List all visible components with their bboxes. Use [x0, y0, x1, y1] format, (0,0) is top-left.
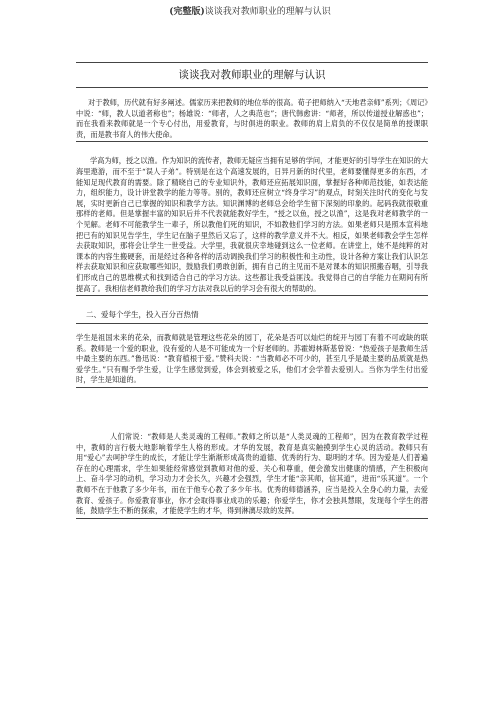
paragraph-intro: 对于教师，历代就有好多阐述。儒家历来把教师的地位举的很高。荀子把师纳入“天地君亲师”系列；《周记》中说：“师，教人以道者称也”；杨雄说：“师者，人之典范也”；唐代韩愈讲：“师者，所以传道授业解惑也”；而在我看来教师就是一个专心付出，用爱教育，与时俱进的职业。教师的肩上肩负的不仅仅是简单的授课职责，而是教书育人的伟大使命。 [76, 98, 428, 142]
paragraph-love: 学生是祖国未来的花朵，而教师就是管理这些花朵的园丁，花朵是否可以灿烂的绽开与园丁有着不可或缺的联系。教师是一个爱的职业，没有爱的人是不可能成为一个好老师的。苏霍姆林斯基曾说：“热爱孩子是教师生活中最主要的东西。”鲁迅说：“教育植根于爱。”赞科夫说：“当教师必不可少的，甚至几乎是最主要的品质就是热爱学生。”只有赐予学生爱，让学生感觉到爱，体会到被爱之乐，他们才会学着去爱别人。当你为学生付出爱时，学生是知道的。 [76, 333, 428, 388]
header-title: 谈谈我对教师职业的理解与认识 [204, 7, 331, 17]
document-title: 谈谈我对教师职业的理解与认识 [76, 62, 428, 88]
paragraph-engineer: 人们常说：“教师是人类灵魂的工程师。”教师之所以是“人类灵魂的工程师”，因为在教育教学过程中，教师的言行极大地影响着学生人格的形成。才华的发展，教育是真实触摸到学生心灵的活动。教师只有用“爱心”去呵护学生的成长，才能让学生渐渐形成高贵的道德、优秀的行为、聪明的才华。因为爱是人们普遍存在的心理需求，学生如果能经常感觉到教师对他的爱、关心和尊重，便会激发出健康的情感，产生积极向上、奋斗学习的动机，学习动力才会长久，兴趣才会强烈，学生才能“亲其师，信其道”，进而“乐其道”。一个教师不在于他教了多少年书，而在于他专心教了多少年书。优秀的师德涵养，应当是投入全身心的力量，去爱教育、爱孩子。你爱教育事业，你才会取得事业成功的乐趣；你爱学生，你才会独具慧眼，发现每个学生的潜能，鼓励学生不断的探索，才能使学生的才华，得到淋漓尽致的发挥。 [76, 432, 428, 519]
document-page [76, 62, 428, 519]
paragraph-knowledge: 学高为师，授之以渔。作为知识的流传者，教师无疑应当拥有足够的学问，才能更好的引导学生在知识的大海里遨游，而不至于“误人子弟”。特别是在这个高速发展的，日异月新的时代里，老师要懂得更多的东西，才能知足现代教育的需要。除了精晓自己的专业知识外，教师还应拓展知识面，掌握好各种师范技能，如表达能力，组织能力，设计讲堂教学的能力等等。别的，教师还应树立“终身学习”的观点，时刻关注时代的变化与发展，实时更新自己已掌握的知识和教学方法。知识渊博的老师总会给学生留下深刻的印象的。起码我就很敬重那样的老师。但是掌握丰富的知识后并不代表就能教好学生，“授之以鱼，授之以渔”，这是我对老师教学的一个见解。老师不可能教学生一辈子，所以教他们死的知识，不如教他们学习的方法。如果老师只是照本宣科地把已有的知识见告学生，学生记在脑子里然后又忘了，这样的教学意义并不大。相反，如果老师教会学生怎样去获取知识，那将会让学生一世受益。大学里，我就很庆幸地碰到这么一位老师。在讲堂上，她不是纯粹的对课本的内容生搬硬套，而是经过各种各样的活动调换我们学习的积极性和主动性，设计各种方案让我们认识怎样去获取知识和应获取哪些知识，鼓励我们勇敢创新，拥有自己的主见而不是对课本的知识照搬吞咽，引导我们形成自己的思维模式和找到适合自己的学习方法。这些都让我受益匪浅。我觉得自己的自学能力在期间有所提高了。我相信老师教给我们的学习方法对我以后的学习会有很大的帮助的。 [76, 156, 428, 296]
section-heading: 二、爱每个学生，投入百分百热情 [76, 305, 428, 324]
page-header [0, 4, 500, 17]
header-tag: (完整版) [169, 7, 205, 17]
